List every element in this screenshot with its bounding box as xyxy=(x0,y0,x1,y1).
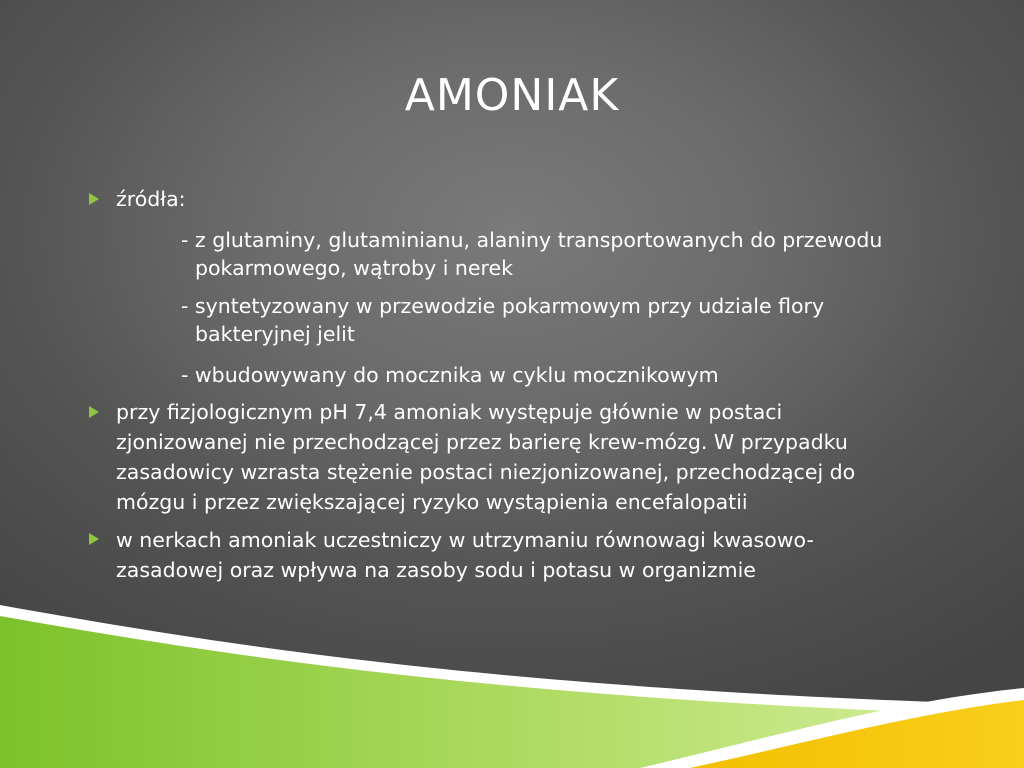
bullet-text: zasadowej oraz wpływa na zasoby sodu i potasu w organizmie xyxy=(116,558,756,582)
bullet-text: mózgu i przez zwiększającej ryzyko wystąpienia encefalopatii xyxy=(116,490,748,514)
sub-item-text: bakteryjnej jelit xyxy=(195,322,355,346)
bullet-text: w nerkach amoniak uczestniczy w utrzymaniu równowagi kwasowo- xyxy=(116,528,814,552)
sub-item-text: pokarmowego, wątroby i nerek xyxy=(195,256,514,280)
bullet-text: zjonizowanej nie przechodzącej przez barierę krew-mózg. W przypadku xyxy=(116,430,848,454)
bullet-text: zasadowicy wzrasta stężenie postaci niezjonizowanej, przechodzącej do xyxy=(116,460,856,484)
sub-item-text: - syntetyzowany w przewodzie pokarmowym przy udziale flory xyxy=(181,294,825,318)
bullet-sources-label: źródła: xyxy=(116,187,186,211)
sub-item-text: - wbudowywany do mocznika w cyklu mocznikowym xyxy=(181,363,719,387)
sub-item-text: - z glutaminy, glutaminianu, alaniny transportowanych do przewodu xyxy=(181,228,883,252)
bullet-text: przy fizjologicznym pH 7,4 amoniak występuje głównie w postaci xyxy=(116,400,783,424)
slide-title: AMONIAK xyxy=(404,70,620,121)
